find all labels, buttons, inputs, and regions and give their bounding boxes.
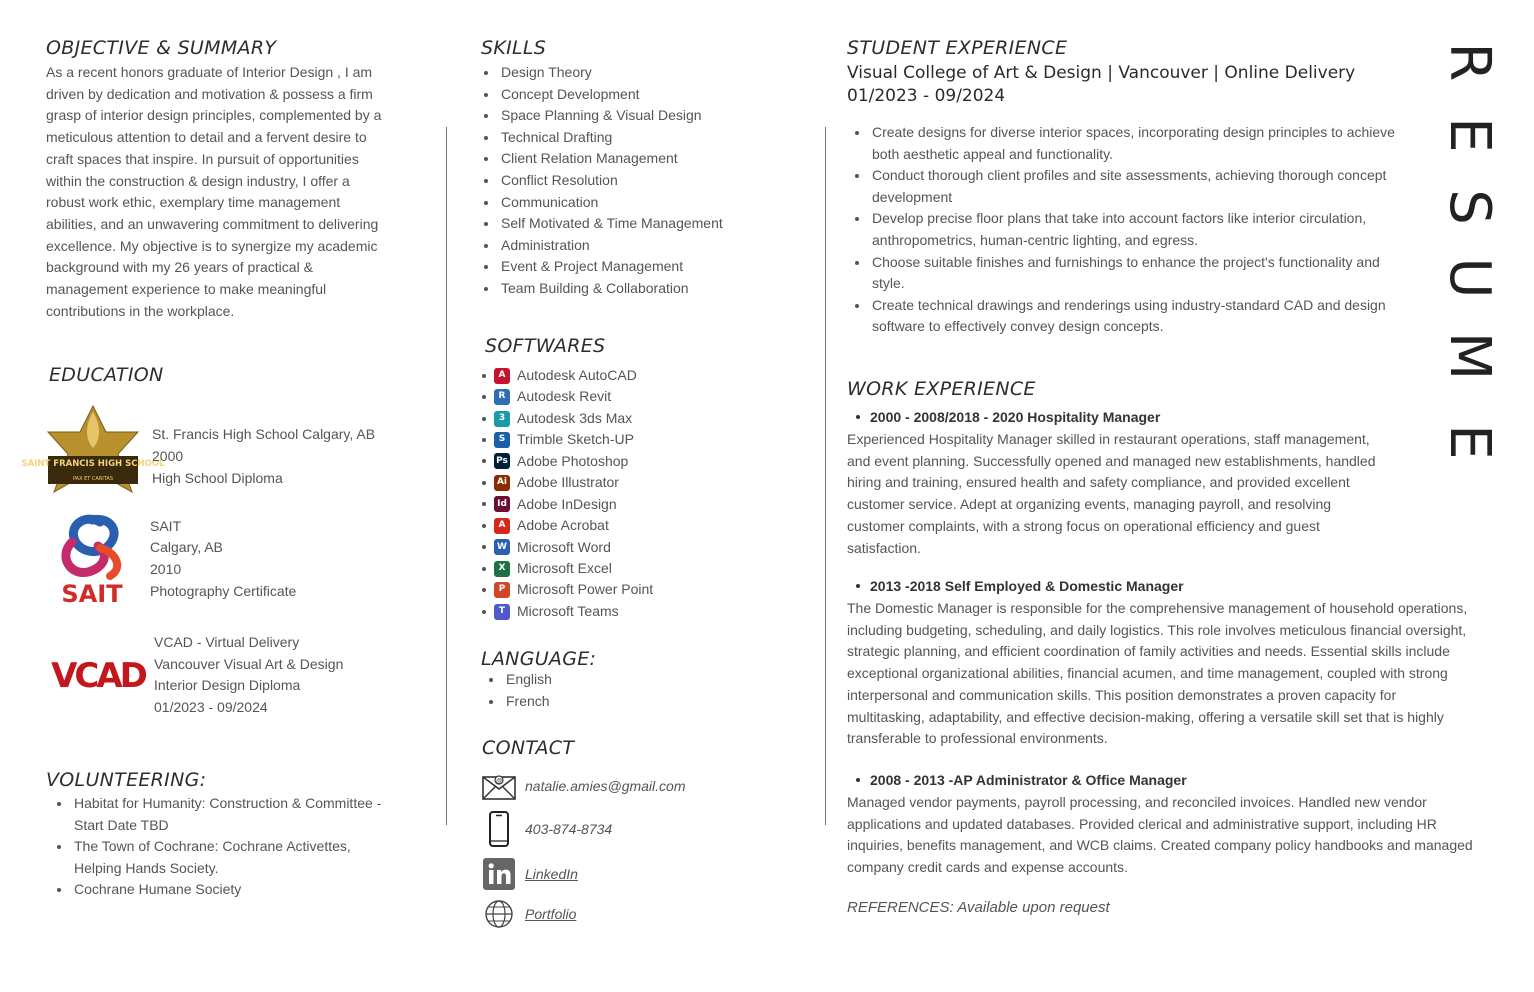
teams-icon: T [494,604,510,620]
acrobat-icon: A [494,518,510,534]
3dsmax-icon: 3 [494,411,510,427]
software-item [482,515,802,536]
resume-title-letter: U [1437,257,1503,299]
student-experience-dates: 01/2023 - 09/2024 [847,86,1006,106]
software-label: Microsoft Word [517,538,611,555]
vcad-logo-text: VCAD [51,656,145,697]
envelope-icon [481,771,517,801]
references-note: REFERENCES: Available upon request [847,899,1110,916]
linkedin-link[interactable]: LinkedIn [525,866,578,882]
education-item-vcad [52,632,343,719]
volunteering-heading: VOLUNTEERING: [46,769,207,791]
software-label: Microsoft Teams [517,602,619,619]
bullet [482,374,486,378]
bullet [482,588,486,592]
skill-item: • Administration [499,235,819,257]
bullet [482,417,486,421]
skill-item: • Team Building & Collaboration [499,278,819,300]
illustrator-icon: Ai [494,475,510,491]
education-credential: Photography Certificate [150,582,297,599]
student-experience-item: • Create designs for diverse interior spaces, incorporating design principles to achieve both aesthetic appeal and functionality. [870,122,1450,165]
softwares-list [482,365,802,622]
student-experience-item: • Develop precise floor plans that take into account factors like interior circulation, anthropometrics, human-centric lighting, and egress. [870,208,1450,251]
software-item [482,451,802,472]
skill-item: • Concept Development [499,84,819,106]
contact-email-text[interactable]: natalie.amies@gmail.com [525,778,686,794]
student-experience-item: • Choose suitable finishes and furnishings to enhance the project's functionality and style. [870,252,1450,295]
student-experience-school: Visual College of Art & Design | Vancouver | Online Delivery 01/2023 - 09/2024 [847,63,1356,106]
bullet [482,545,486,549]
software-item [482,494,802,515]
software-label: Autodesk 3ds Max [517,409,633,426]
education-school: SAIT [150,517,182,534]
education-heading: EDUCATION [49,364,164,386]
job-description: Experienced Hospitality Manager skilled in restaurant operations, staff management, and event planning. Successfully opened and managed new establishments, handled hiring and training, ensured health and safety compliance, and provided excellent customer service. Adept at organizing events, managing payroll, and resolving customer complaints, with a strong focus on operational efficiency and guest satisfaction. [847,431,1376,556]
bullet [482,459,486,463]
contact-phone[interactable] [481,811,612,847]
contact-heading: CONTACT [482,737,575,759]
revit-icon: R [494,389,510,405]
bullet [482,610,486,614]
language-heading: LANGUAGE: [481,648,597,670]
language-list [486,669,704,712]
language-item: • French [504,691,704,713]
education-school: VCAD - Virtual Delivery [154,634,300,650]
student-experience-item: • Conduct thorough client profiles and site assessments, achieving thorough concept development [870,165,1450,208]
student-experience-heading: STUDENT EXPERIENCE [847,37,1068,59]
bullet [482,502,486,506]
education-year: 2010 [150,561,182,577]
job-description: Managed vendor payments, payroll processing, and reconciled invoices. Handled new vendor applications and updated databases. Provided clerical and administrative support, including HR inquiries, benefits management, and WCB claims. Created company policy handbooks and managed company credit cards and expense accounts. [847,794,1473,876]
word-icon: W [494,539,510,555]
sait-logo-text: SAIT [61,580,123,608]
saint-francis-logo-text: SAINT FRANCIS HIGH SCHOOL [21,459,165,469]
skills-list [481,62,819,300]
contact-portfolio[interactable] [481,899,576,929]
software-item [482,386,802,407]
skill-item: • Space Planning & Visual Design [499,105,819,127]
softwares-heading: SOFTWARES [485,335,606,357]
column-divider-right [825,127,826,825]
volunteering-item: • The Town of Cochrane: Cochrane Activettes, Helping Hands Society. [72,836,442,879]
indesign-icon: Id [494,496,510,512]
student-experience-item: • Create technical drawings and renderings using industry-standard CAD and design software to effectively convey design concepts. [870,295,1450,338]
skill-item: • Conflict Resolution [499,170,819,192]
software-label: Autodesk AutoCAD [517,367,637,383]
svg-text:@: @ [495,778,503,785]
software-item [482,429,802,450]
resume-title-letter: E [1437,117,1503,153]
software-item [482,558,802,579]
volunteering-item: • Habitat for Humanity: Construction & Committee - Start Date TBD [72,793,442,836]
software-item [482,601,802,622]
education-item-st-francis [21,404,376,494]
software-item [482,579,802,600]
linkedin-icon [481,858,517,890]
language-item: • English [504,669,704,691]
education-city: Calgary, AB [150,539,223,556]
sait-logo [52,512,132,606]
skills-heading: SKILLS [481,37,547,59]
photoshop-icon: Ps [494,453,510,469]
contact-email[interactable] [481,771,686,801]
autocad-icon: A [494,368,510,384]
software-label: Autodesk Revit [517,388,612,405]
software-label: Adobe InDesign [517,495,617,512]
software-label: Adobe Acrobat [517,517,609,534]
bullet [482,567,486,571]
resume-title-letter: E [1437,424,1503,460]
bullet [482,438,486,442]
saint-francis-logo-motto: PAX ET CARITAS [72,476,114,482]
software-label: Microsoft Excel [517,559,612,576]
education-school: St. Francis High School Calgary, AB [152,426,376,443]
skill-item: • Event & Project Management [499,256,819,278]
skill-item: • Self Motivated & Time Management [499,213,819,235]
column-divider-left [446,127,447,825]
education-item-sait [52,512,296,606]
job-title: 2008 - 2013 -AP Administrator & Office Manager [856,772,1187,788]
bullet [482,481,486,485]
volunteering-item: • Cochrane Humane Society [72,879,442,901]
skill-item: • Design Theory [499,62,819,84]
contact-phone-text[interactable]: 403-874-8734 [525,821,613,837]
student-experience-list [852,122,1450,338]
vcad-logo [52,655,144,695]
software-label: Microsoft Power Point [517,581,654,598]
contact-linkedin[interactable] [481,858,578,890]
portfolio-link[interactable]: Portfolio [525,906,577,922]
objective-paragraph: As a recent honors graduate of Interior Design , I am driven by dedication and motivation & possess a firm grasp of interior design principles, complemented by a meticulous attention to detail and a fervent desire to craft spaces that inspire. In pursuit of opportunities within the construction & design industry, I offer a robust work ethic, exemplary time management abilities, and an unwavering commitment to delivering excellence. My objective is to synergize my academic background with my 26 years of practical & management experience to make meaningful contributions in the workplace. [46,64,382,319]
skill-item: • Communication [499,192,819,214]
software-item [482,472,802,493]
bullet [482,395,486,399]
job-title: 2013 -2018 Self Employed & Domestic Manager [856,578,1184,594]
software-item [482,365,802,386]
software-item [482,408,802,429]
software-item [482,537,802,558]
excel-icon: X [494,561,510,577]
work-experience-heading: WORK EXPERIENCE [847,378,1036,400]
software-label: Adobe Illustrator [517,474,619,491]
volunteering-list [54,793,442,901]
job-description: The Domestic Manager is responsible for the comprehensive management of household operations, including budgeting, scheduling, and daily logistics. This role involves meticulous financial oversight, strategic planning, and efficient coordination of family activities and needs. Essential skills include exceptional organizational abilities, financial acumen, and time management, coupled with strong interpersonal and communication skills. This position demonstrates a proven capacity for multitasking, adaptability, and effective decision-making, offering a versatile skill set that is highly transferable to professional environments. [847,600,1468,747]
sketchup-icon: S [494,432,510,448]
resume-title-letter: R [1437,42,1503,82]
globe-icon [481,899,517,929]
education-dates: 01/2023 - 09/2024 [154,699,268,716]
software-label: Adobe Photoshop [517,452,629,469]
job-title: 2000 - 2008/2018 - 2020 Hospitality Manager [856,409,1160,425]
saint-francis-logo [21,404,165,494]
education-school-name: Vancouver Visual Art & Design [154,655,344,672]
skill-item: • Technical Drafting [499,127,819,149]
resume-title-letter: S [1437,189,1503,225]
bullet [482,524,486,528]
phone-icon [481,811,517,847]
resume-title-letter: M [1437,331,1503,381]
powerpoint-icon: P [494,582,510,598]
education-year: 2000 [152,448,184,465]
objective-heading: OBJECTIVE & SUMMARY [46,37,277,59]
skill-item: • Client Relation Management [499,148,819,170]
education-credential: Interior Design Diploma [154,677,301,694]
education-credential: High School Diploma [152,469,283,486]
software-label: Trimble Sketch-UP [517,431,634,448]
